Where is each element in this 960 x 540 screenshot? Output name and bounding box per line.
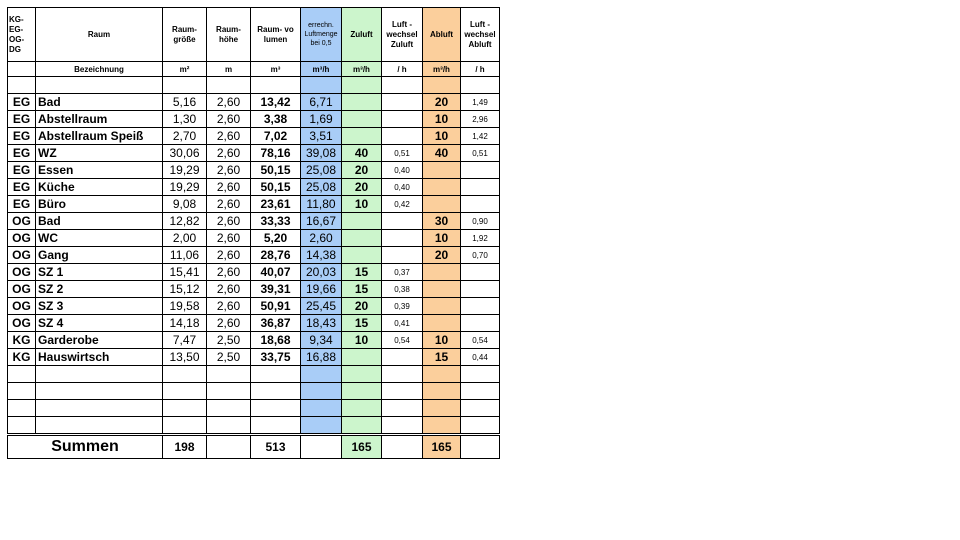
cell-supply: 15 <box>342 315 382 332</box>
sum-row <box>8 435 500 459</box>
cell-size: 13,50 <box>163 349 207 366</box>
spacer-cell <box>423 77 461 94</box>
cell-ach-supply <box>382 94 423 111</box>
cell-location: EG <box>8 111 36 128</box>
unit-location <box>8 62 36 77</box>
cell-ach-exhaust <box>461 315 500 332</box>
empty-row <box>8 400 500 417</box>
cell-supply <box>342 366 382 383</box>
cell-supply <box>342 213 382 230</box>
cell-room: WZ <box>36 145 163 162</box>
cell-room: Bad <box>36 213 163 230</box>
cell-ach-supply <box>382 400 423 417</box>
cell-size <box>163 400 207 417</box>
cell-exhaust: 20 <box>423 94 461 111</box>
spacer-cell <box>251 77 301 94</box>
spacer-cell <box>8 77 36 94</box>
cell-calc <box>301 400 342 417</box>
cell-ach-supply <box>382 247 423 264</box>
cell-exhaust <box>423 264 461 281</box>
cell-room: SZ 1 <box>36 264 163 281</box>
cell-room: Essen <box>36 162 163 179</box>
cell-volume: 13,42 <box>251 94 301 111</box>
empty-row <box>8 383 500 400</box>
cell-location: OG <box>8 213 36 230</box>
sum-supply: 165 <box>342 435 382 459</box>
empty-row <box>8 366 500 383</box>
cell-location: OG <box>8 298 36 315</box>
cell-ach-supply <box>382 213 423 230</box>
cell-location: OG <box>8 315 36 332</box>
cell-ach-exhaust <box>461 162 500 179</box>
unit-ach-supply: / h <box>382 62 423 77</box>
cell-size: 11,06 <box>163 247 207 264</box>
cell-size: 15,12 <box>163 281 207 298</box>
cell-ach-exhaust: 1,42 <box>461 128 500 145</box>
cell-ach-exhaust: 0,51 <box>461 145 500 162</box>
table-row <box>8 162 500 179</box>
cell-volume: 3,38 <box>251 111 301 128</box>
cell-ach-exhaust <box>461 417 500 435</box>
cell-ach-supply <box>382 417 423 435</box>
cell-size: 19,29 <box>163 179 207 196</box>
cell-exhaust <box>423 400 461 417</box>
cell-volume <box>251 400 301 417</box>
cell-volume: 33,75 <box>251 349 301 366</box>
header-height: Raum- höhe <box>207 8 251 62</box>
table-row <box>8 196 500 213</box>
spacer-cell <box>36 77 163 94</box>
cell-size: 5,16 <box>163 94 207 111</box>
cell-ach-exhaust: 0,54 <box>461 332 500 349</box>
cell-ach-exhaust: 0,44 <box>461 349 500 366</box>
cell-ach-exhaust <box>461 400 500 417</box>
cell-volume: 36,87 <box>251 315 301 332</box>
cell-height: 2,60 <box>207 162 251 179</box>
cell-height <box>207 417 251 435</box>
cell-ach-exhaust <box>461 264 500 281</box>
cell-location <box>8 383 36 400</box>
sum-label: Summen <box>8 435 163 459</box>
cell-volume: 78,16 <box>251 145 301 162</box>
header-room: Raum <box>36 8 163 62</box>
cell-supply <box>342 230 382 247</box>
cell-volume: 7,02 <box>251 128 301 145</box>
cell-calc <box>301 417 342 435</box>
spacer-cell <box>342 77 382 94</box>
cell-room: Abstellraum Speiß <box>36 128 163 145</box>
table-row <box>8 111 500 128</box>
cell-ach-exhaust <box>461 298 500 315</box>
cell-calc: 6,71 <box>301 94 342 111</box>
cell-exhaust: 10 <box>423 332 461 349</box>
table-row <box>8 128 500 145</box>
cell-size: 2,00 <box>163 230 207 247</box>
cell-calc: 25,08 <box>301 179 342 196</box>
cell-height: 2,60 <box>207 298 251 315</box>
spacer-cell <box>301 77 342 94</box>
cell-location: EG <box>8 162 36 179</box>
cell-location: OG <box>8 264 36 281</box>
spacer-cell <box>382 77 423 94</box>
cell-volume: 50,15 <box>251 179 301 196</box>
cell-exhaust <box>423 298 461 315</box>
table-row <box>8 94 500 111</box>
cell-height: 2,60 <box>207 281 251 298</box>
cell-supply <box>342 383 382 400</box>
cell-ach-exhaust <box>461 179 500 196</box>
cell-ach-supply <box>382 111 423 128</box>
cell-calc: 1,69 <box>301 111 342 128</box>
cell-room: WC <box>36 230 163 247</box>
cell-size <box>163 383 207 400</box>
table-row <box>8 145 500 162</box>
unit-calc: m³/h <box>301 62 342 77</box>
cell-room: Hauswirtsch <box>36 349 163 366</box>
cell-room: Abstellraum <box>36 111 163 128</box>
cell-ach-supply <box>382 383 423 400</box>
cell-room: Garderobe <box>36 332 163 349</box>
cell-supply: 20 <box>342 298 382 315</box>
cell-calc: 3,51 <box>301 128 342 145</box>
cell-calc: 11,80 <box>301 196 342 213</box>
cell-height: 2,60 <box>207 213 251 230</box>
cell-location <box>8 417 36 435</box>
cell-supply: 10 <box>342 332 382 349</box>
cell-location: OG <box>8 281 36 298</box>
cell-supply <box>342 128 382 145</box>
table-row <box>8 349 500 366</box>
cell-supply: 10 <box>342 196 382 213</box>
cell-calc <box>301 366 342 383</box>
cell-height: 2,60 <box>207 94 251 111</box>
cell-location: EG <box>8 196 36 213</box>
table-row <box>8 179 500 196</box>
cell-room: Küche <box>36 179 163 196</box>
header-supply: Zuluft <box>342 8 382 62</box>
cell-ach-supply <box>382 349 423 366</box>
cell-exhaust <box>423 196 461 213</box>
cell-exhaust: 10 <box>423 111 461 128</box>
cell-ach-supply: 0,40 <box>382 179 423 196</box>
cell-ach-supply: 0,51 <box>382 145 423 162</box>
cell-size: 2,70 <box>163 128 207 145</box>
empty-row <box>8 417 500 435</box>
cell-size: 19,58 <box>163 298 207 315</box>
cell-location: EG <box>8 179 36 196</box>
cell-location: EG <box>8 145 36 162</box>
unit-supply: m³/h <box>342 62 382 77</box>
cell-height: 2,60 <box>207 264 251 281</box>
table-row <box>8 315 500 332</box>
cell-supply: 15 <box>342 281 382 298</box>
unit-volume: m³ <box>251 62 301 77</box>
cell-size: 14,18 <box>163 315 207 332</box>
cell-calc: 16,67 <box>301 213 342 230</box>
table-row <box>8 213 500 230</box>
sum-calc <box>301 435 342 459</box>
spacer-cell <box>461 77 500 94</box>
header-calc: errechn. Luftmenge bei 0,5 <box>301 8 342 62</box>
cell-ach-supply: 0,40 <box>382 162 423 179</box>
cell-location: EG <box>8 94 36 111</box>
unit-height: m <box>207 62 251 77</box>
cell-exhaust <box>423 383 461 400</box>
cell-location <box>8 366 36 383</box>
cell-ach-supply: 0,42 <box>382 196 423 213</box>
cell-height: 2,60 <box>207 128 251 145</box>
cell-height: 2,60 <box>207 145 251 162</box>
cell-size <box>163 417 207 435</box>
header-ach-supply: Luft - wechsel Zuluft <box>382 8 423 62</box>
cell-height <box>207 366 251 383</box>
cell-location: OG <box>8 230 36 247</box>
cell-ach-supply <box>382 128 423 145</box>
cell-volume: 18,68 <box>251 332 301 349</box>
cell-ach-supply: 0,54 <box>382 332 423 349</box>
cell-room <box>36 400 163 417</box>
cell-exhaust <box>423 315 461 332</box>
unit-size: m² <box>163 62 207 77</box>
cell-ach-exhaust: 0,70 <box>461 247 500 264</box>
cell-size: 1,30 <box>163 111 207 128</box>
sum-ach-exhaust <box>461 435 500 459</box>
cell-room <box>36 417 163 435</box>
cell-height: 2,50 <box>207 332 251 349</box>
cell-ach-exhaust: 1,92 <box>461 230 500 247</box>
cell-calc: 25,08 <box>301 162 342 179</box>
cell-supply: 20 <box>342 179 382 196</box>
spacer-cell <box>207 77 251 94</box>
cell-exhaust: 10 <box>423 230 461 247</box>
cell-ach-exhaust <box>461 196 500 213</box>
cell-height: 2,50 <box>207 349 251 366</box>
cell-ach-supply <box>382 366 423 383</box>
cell-height: 2,60 <box>207 179 251 196</box>
cell-supply: 20 <box>342 162 382 179</box>
cell-ach-exhaust: 0,90 <box>461 213 500 230</box>
cell-size: 12,82 <box>163 213 207 230</box>
cell-calc: 2,60 <box>301 230 342 247</box>
cell-exhaust <box>423 281 461 298</box>
cell-supply <box>342 247 382 264</box>
cell-height: 2,60 <box>207 247 251 264</box>
cell-calc: 16,88 <box>301 349 342 366</box>
header-location: KG- EG- OG- DG <box>8 8 36 62</box>
sum-height <box>207 435 251 459</box>
cell-calc <box>301 383 342 400</box>
cell-ach-exhaust <box>461 366 500 383</box>
cell-volume: 39,31 <box>251 281 301 298</box>
cell-supply <box>342 94 382 111</box>
table-row <box>8 230 500 247</box>
cell-volume <box>251 383 301 400</box>
cell-location: KG <box>8 332 36 349</box>
table-row <box>8 247 500 264</box>
cell-location: OG <box>8 247 36 264</box>
cell-ach-supply: 0,39 <box>382 298 423 315</box>
sum-exhaust: 165 <box>423 435 461 459</box>
cell-ach-exhaust: 1,49 <box>461 94 500 111</box>
cell-ach-supply: 0,41 <box>382 315 423 332</box>
cell-volume: 40,07 <box>251 264 301 281</box>
ventilation-table <box>7 7 500 459</box>
table-row <box>8 298 500 315</box>
cell-calc: 39,08 <box>301 145 342 162</box>
cell-calc: 25,45 <box>301 298 342 315</box>
cell-supply <box>342 111 382 128</box>
header-volume: Raum- vo lumen <box>251 8 301 62</box>
cell-supply: 15 <box>342 264 382 281</box>
cell-size <box>163 366 207 383</box>
cell-exhaust: 40 <box>423 145 461 162</box>
cell-room: SZ 3 <box>36 298 163 315</box>
sum-size: 198 <box>163 435 207 459</box>
table-row <box>8 264 500 281</box>
cell-ach-exhaust <box>461 281 500 298</box>
cell-volume: 50,15 <box>251 162 301 179</box>
header-ach-exhaust: Luft - wechsel Abluft <box>461 8 500 62</box>
cell-exhaust: 15 <box>423 349 461 366</box>
cell-room <box>36 383 163 400</box>
cell-supply <box>342 417 382 435</box>
cell-location <box>8 400 36 417</box>
cell-size: 19,29 <box>163 162 207 179</box>
table-row <box>8 281 500 298</box>
table-row <box>8 332 500 349</box>
spacer-cell <box>163 77 207 94</box>
cell-height: 2,60 <box>207 196 251 213</box>
cell-ach-supply <box>382 230 423 247</box>
cell-height <box>207 400 251 417</box>
cell-supply <box>342 400 382 417</box>
cell-exhaust: 20 <box>423 247 461 264</box>
cell-supply <box>342 349 382 366</box>
cell-calc: 18,43 <box>301 315 342 332</box>
cell-calc: 14,38 <box>301 247 342 264</box>
cell-size: 30,06 <box>163 145 207 162</box>
sum-ach-supply <box>382 435 423 459</box>
cell-supply: 40 <box>342 145 382 162</box>
cell-ach-exhaust <box>461 383 500 400</box>
unit-exhaust: m³/h <box>423 62 461 77</box>
cell-size: 7,47 <box>163 332 207 349</box>
cell-calc: 9,34 <box>301 332 342 349</box>
cell-room: SZ 2 <box>36 281 163 298</box>
cell-volume <box>251 366 301 383</box>
cell-height: 2,60 <box>207 230 251 247</box>
cell-ach-supply: 0,38 <box>382 281 423 298</box>
cell-size: 15,41 <box>163 264 207 281</box>
cell-exhaust <box>423 179 461 196</box>
cell-location: EG <box>8 128 36 145</box>
cell-volume: 28,76 <box>251 247 301 264</box>
cell-volume: 50,91 <box>251 298 301 315</box>
cell-room: Gang <box>36 247 163 264</box>
cell-volume <box>251 417 301 435</box>
cell-height: 2,60 <box>207 111 251 128</box>
cell-calc: 19,66 <box>301 281 342 298</box>
cell-room: Bad <box>36 94 163 111</box>
cell-room: Büro <box>36 196 163 213</box>
cell-exhaust <box>423 366 461 383</box>
header-exhaust: Abluft <box>423 8 461 62</box>
unit-ach-exhaust: / h <box>461 62 500 77</box>
cell-room <box>36 366 163 383</box>
unit-room: Bezeichnung <box>36 62 163 77</box>
cell-exhaust <box>423 162 461 179</box>
cell-size: 9,08 <box>163 196 207 213</box>
cell-height <box>207 383 251 400</box>
cell-location: KG <box>8 349 36 366</box>
cell-volume: 33,33 <box>251 213 301 230</box>
cell-exhaust <box>423 417 461 435</box>
cell-ach-supply: 0,37 <box>382 264 423 281</box>
cell-exhaust: 10 <box>423 128 461 145</box>
cell-room: SZ 4 <box>36 315 163 332</box>
sum-volume: 513 <box>251 435 301 459</box>
header-size: Raum- größe <box>163 8 207 62</box>
cell-exhaust: 30 <box>423 213 461 230</box>
cell-volume: 23,61 <box>251 196 301 213</box>
cell-volume: 5,20 <box>251 230 301 247</box>
cell-height: 2,60 <box>207 315 251 332</box>
cell-calc: 20,03 <box>301 264 342 281</box>
cell-ach-exhaust: 2,96 <box>461 111 500 128</box>
